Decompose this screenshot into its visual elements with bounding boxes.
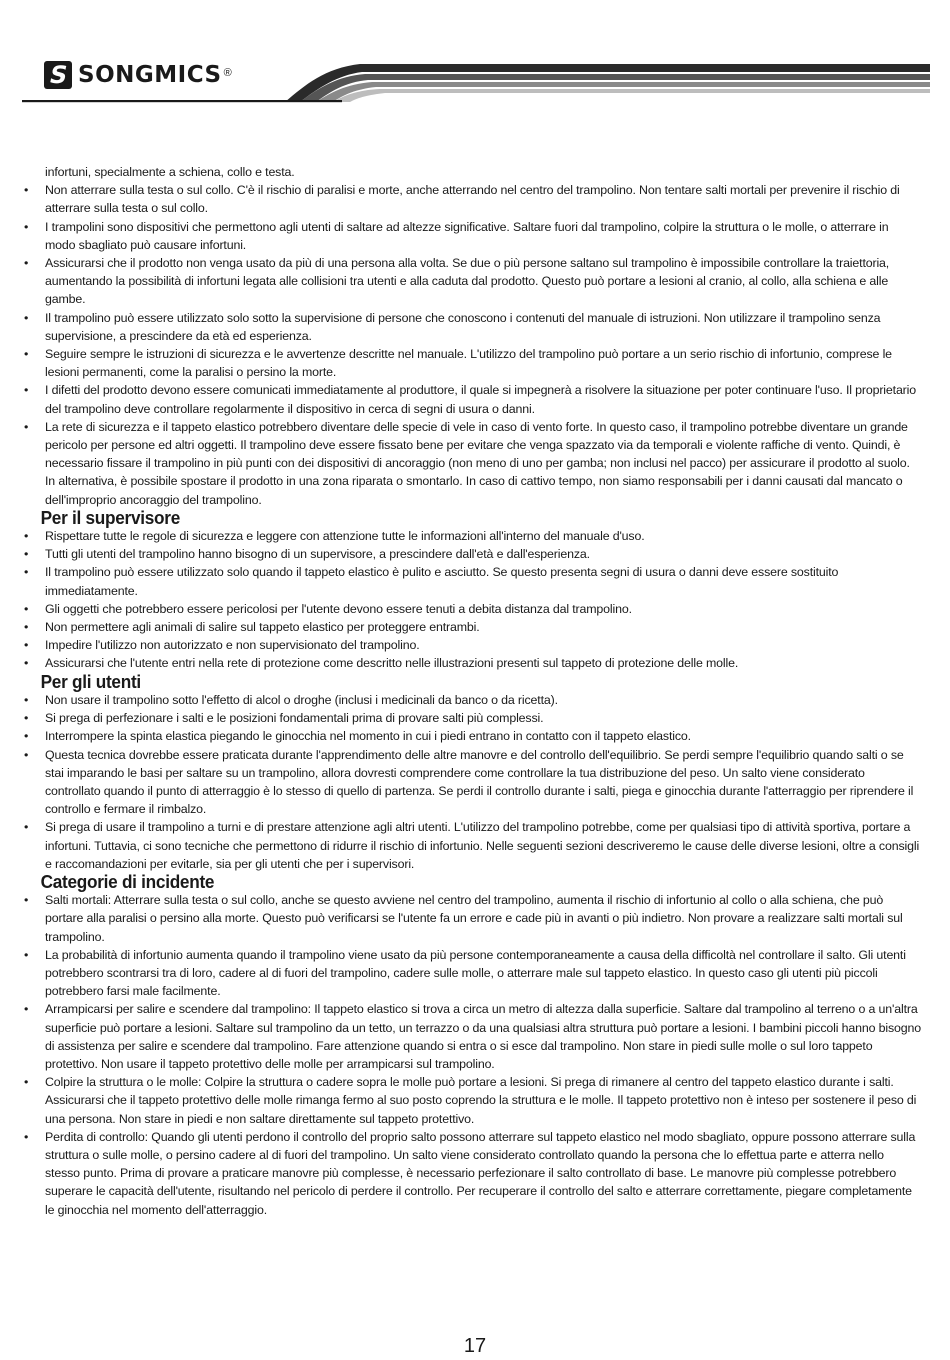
list-item: • Colpire la struttura o le molle: Colpire la struttura o cadere sopra le molle può portare a lesioni. Si prega di rimanere al centro del tappeto elastico durante i salti. Assicurarsi che il tappeto protettivo delle molle rimanga fermo al suo posto coprendo la struttura e le molle. Il tappeto protettivo non è inteso per sostenere il peso di una persona. Non stare in piedi e non saltare direttamente sul tappeto protettivo. <box>22 1073 922 1128</box>
list-item: • La probabilità di infortunio aumenta quando il trampolino viene usato da più persone contemporaneamente a causa della difficoltà nel controllare il salto. Gli utenti potrebbero scontrarsi tra di loro, cadere al di fuori del trampolino, cadere sulle molle, o atterrare male sul tappeto elastico. In questo caso gli utenti più piccoli potrebbero farsi male facilmente. <box>22 946 922 1001</box>
list-item: • Rispettare tutte le regole di sicurezza e leggere con attenzione tutte le informazioni all'interno del manuale d'uso. <box>22 527 922 545</box>
list-item: • Tutti gli utenti del trampolino hanno bisogno di un supervisore, a prescindere dall'età e dall'esperienza. <box>22 545 922 563</box>
brand-name: SONGMICS <box>78 62 222 88</box>
list-item: • Si prega di perfezionare i salti e le posizioni fondamentali prima di provare salti più complessi. <box>22 709 922 727</box>
continuation-text: infortuni, specialmente a schiena, collo e testa. <box>45 165 295 179</box>
section-title-users: Per gli utenti <box>40 670 141 692</box>
list-item: • Non usare il trampolino sotto l'effetto di alcol o droghe (inclusi i medicinali da banco o da ricetta). <box>22 691 922 709</box>
registered-mark: ® <box>223 67 232 79</box>
list-item: • Interrompere la spinta elastica piegando le ginocchia nel momento in cui i piedi entrano in contatto con il tappeto elastico. <box>22 727 922 745</box>
page-number: 17 <box>463 1335 487 1357</box>
list-item: • I difetti del prodotto devono essere comunicati immediatamente al produttore, il quale si impegnerà a risolvere la situazione per poter continuare l'uso. Il proprietario del trampolino deve controllare regolarmente il dispositivo in cerca di segni di usura o danni. <box>22 381 922 417</box>
users-bullet-list <box>22 691 922 873</box>
songmics-logo <box>44 60 232 90</box>
list-item: • Il trampolino può essere utilizzato solo sotto la supervisione di persone che conoscono i contenuti del manuale di istruzioni. Non utilizzare il trampolino senza supervisione, a prescindere da età ed esperienza. <box>22 309 922 345</box>
list-item: • Impedire l'utilizzo non autorizzato e non supervisionato del trampolino. <box>22 636 922 654</box>
list-item: • I trampolini sono dispositivi che permettono agli utenti di saltare ad altezze significative. Saltare fuori dal trampolino, colpire la struttura o le molle, o atterrare in modo sbagliato può causare infortuni. <box>22 218 922 254</box>
incidents-bullet-list <box>22 891 922 1219</box>
list-item: • Assicurarsi che l'utente entri nella rete di protezione come descritto nelle illustrazioni presenti sul tappeto di protezione delle molle. <box>22 654 922 672</box>
list-item: • Non atterrare sulla testa o sul collo. C'è il rischio di paralisi e morte, anche atterrando nel centro del trampolino. Non tentare salti mortali per prevenire il rischio di atterrare sulla testa o sul collo. <box>22 181 922 217</box>
list-item: • Assicurarsi che il prodotto non venga usato da più di una persona alla volta. Se due o più persone saltano sul trampolino è impossibile controllare la traiettoria, aumentando la possibilità di infortuni legata alle collisioni tra utenti e alla caduta dal prodotto. Questo può portare a lesioni al cranio, al collo, alla schiena e alle gambe. <box>22 254 922 309</box>
list-item: • Il trampolino può essere utilizzato solo quando il tappeto elastico è pulito e asciutto. Se questo presenta segni di usura o danni deve essere sostituito immediatamente. <box>22 563 922 599</box>
list-item: • La rete di sicurezza e il tappeto elastico potrebbero diventare delle specie di vele in caso di vento forte. In questo caso, il trampolino potrebbe diventare un grande pericolo per persone ed altri oggetti. Il trampolino deve essere fissato bene per evitare che venga spazzato via da temporali e violente raffiche di vento. Quindi, è necessario fissare il trampolino in più punti con dei dispositivi di ancoraggio (non meno di uno per gamba; non inclusi nel pacco) per assicurare il prodotto al suolo. In alternativa, è possibile spostare il prodotto in una zona riparata o smontarlo. In caso di cattivo tempo, non siamo responsabili per i danni causati dal mancato o dell'improprio ancoraggio del trampolino. <box>22 418 922 509</box>
list-item: • Salti mortali: Atterrare sulla testa o sul collo, anche se questo avviene nel centro del trampolino, aumenta il rischio di infortunio al collo o alla schiena, che può portare alla paralisi o persino alla morte. Questo può verificarsi se l'utente fa un errore e cade più in avanti o più indietro. Non provare a realizzare salti mortali sul trampolino. <box>22 891 922 946</box>
list-item: • Arrampicarsi per salire e scendere dal trampolino: Il tappeto elastico si trova a circa un metro di altezza dalla superficie. Saltare dal trampolino al terreno o a un'altra superficie può portare a lesioni. Saltare sul trampolino da un tetto, un terrazzo o da una qualsiasi altra struttura può portare a lesioni. I bambini piccoli hanno bisogno di assistenza per salire e scendere dal trampolino. Fare attenzione quando si entra o si esce dal trampolino. Non stare in piedi sulle molle o sul loro tappeto protettivo. Non usare il tappeto protettivo delle molle per arrampicarsi sul trampolino. <box>22 1000 922 1073</box>
list-item: • Gli oggetti che potrebbero essere pericolosi per l'utente devono essere tenuti a debita distanza dal trampolino. <box>22 600 922 618</box>
list-item: • Si prega di usare il trampolino a turni e di prestare attenzione agli altri utenti. L'utilizzo del trampolino potrebbe, come per qualsiasi tipo di attività sportiva, portare a infortuni. Tuttavia, ci sono tecniche che permettono di ridurre il rischio di infortunio. Nelle seguenti sezioni descriveremo le cause delle diverse lesioni, oltre a consigli e raccomandazioni per evitarle, sia per gli utenti che per i supervisori. <box>22 818 922 873</box>
intro-bullet-list <box>22 181 922 509</box>
page-header <box>0 0 950 120</box>
section-title-supervisor: Per il supervisore <box>40 506 180 528</box>
list-item: • Perdita di controllo: Quando gli utenti perdono il controllo del proprio salto possono atterrare sul tappeto elastico nel modo sbagliato, oppure possono atterrare sulla struttura o sulle molle, o persino cadere al di fuori del trampolino. Un salto viene considerato controllato quando la persona che lo effettua parte e atterra nello stesso punto. Prima di provare a praticare manovre più complesse, è necessario perfezionare il salto controllato di base. Le manovre più complesse potrebbero superare le capacità dell'utente, risultando nel pericolo di perdere il controllo. Per recuperare il controllo del salto e atterrare correttamente, piegare completamente le ginocchia nel momento dell'atterraggio. <box>22 1128 922 1219</box>
list-item: • Seguire sempre le istruzioni di sicurezza e le avvertenze descritte nel manuale. L'utilizzo del trampolino può portare a un serio rischio di infortunio, comprese le lesioni permanenti, come la paralisi o persino la morte. <box>22 345 922 381</box>
logo-mark-icon: S <box>44 61 72 89</box>
supervisor-bullet-list <box>22 527 922 673</box>
list-item: • Questa tecnica dovrebbe essere praticata durante l'apprendimento delle altre manovre e del controllo dell'equilibrio. Se perdi sempre l'equilibrio quando salti o se stai imparando le basi per saltare su un trampolino, allora dovresti comprendere come controllare la tua distribuzione del peso. Un salto viene considerato controllato quando il punto di atterraggio è lo stesso di quello di partenza. Se perdi il controllo durante i salti, piega e ginocchia durante l'atterraggio per riprendere il controllo e fermare il rimbalzo. <box>22 746 922 819</box>
list-item: • Non permettere agli animali di salire sul tappeto elastico per proteggere entrambi. <box>22 618 922 636</box>
manual-content <box>22 163 922 1219</box>
section-title-incidents: Categorie di incidente <box>40 870 215 892</box>
